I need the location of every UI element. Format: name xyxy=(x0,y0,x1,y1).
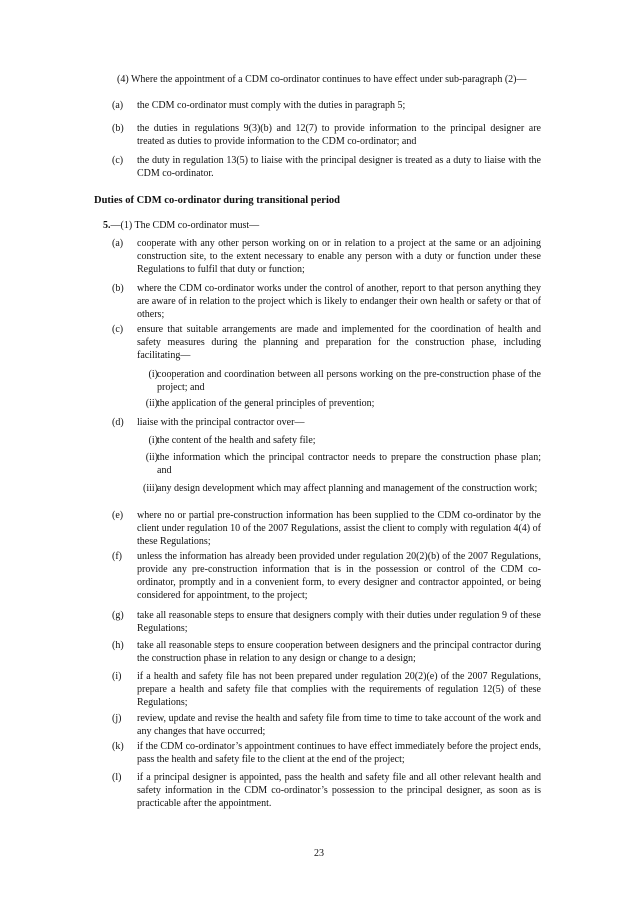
item-text: unless the information has already been provided under regulation 20(2)(b) of the 2007 Regulations, provide any pre-construction information that is in the possession or control of the CDM co-ordinator, promptly and in a convenient form, to every designer and contractor appointed, or being considered for appointment, to the project; xyxy=(137,551,541,601)
item-text: take all reasonable steps to ensure cooperation between designers and the principal contractor during the construction phase in relation to any design or change to a design; xyxy=(137,640,541,664)
duty-item-d xyxy=(112,416,541,429)
item-label: (f) xyxy=(112,551,122,562)
item-label: (c) xyxy=(112,155,124,166)
item-label: (ii) xyxy=(145,398,158,409)
item-label: (b) xyxy=(112,283,124,294)
item-text: ensure that suitable arrangements are made and implemented for the coordination of health and safety measures during the planning and preparation for the construction phase, including facilitating— xyxy=(137,324,541,361)
page-number: 23 xyxy=(314,848,324,859)
section-number: 5. xyxy=(103,220,111,231)
item-text: if a principal designer is appointed, pass the health and safety file and all other relevant health and safety information in the CDM co-ordinator’s possession to the principal designer, as soon as is practicable after the appointment. xyxy=(137,772,541,809)
item-text: if the CDM co-ordinator’s appointment continues to have effect immediately before the project ends, pass the health and safety file to the client at the end of the project; xyxy=(137,741,541,765)
item-label: (ii) xyxy=(145,452,158,463)
intro-item-b xyxy=(112,122,541,148)
item-label: (iii) xyxy=(143,483,158,494)
item-text: any design development which may affect planning and management of the construction work; xyxy=(157,483,538,494)
duty-item-k xyxy=(112,740,541,766)
duty-item-j xyxy=(112,712,541,738)
duty-item-c-i xyxy=(136,368,541,394)
item-label: (b) xyxy=(112,123,124,134)
duty-item-c-ii xyxy=(136,397,541,410)
section-lead-text: —(1) The CDM co-ordinator must— xyxy=(110,220,260,231)
item-text: take all reasonable steps to ensure that designers comply with their duties under regulation 9 of these Regulations; xyxy=(137,610,541,634)
intro-item-c xyxy=(112,154,541,180)
item-label: (i) xyxy=(112,671,122,682)
item-text: the duties in regulations 9(3)(b) and 12(7) to provide information to the principal designer are treated as duties to provide information to the CDM co-ordinator; and xyxy=(137,123,541,147)
intro-paragraph: (4) Where the appointment of a CDM co-ordinator continues to have effect under sub-paragraph (2)— xyxy=(117,74,527,85)
item-label: (d) xyxy=(112,417,124,428)
duty-item-a xyxy=(112,237,541,276)
duty-item-c xyxy=(112,323,541,362)
item-text: the CDM co-ordinator must comply with the duties in paragraph 5; xyxy=(137,100,406,111)
item-text: the information which the principal contractor needs to prepare the construction phase plan; and xyxy=(157,452,541,476)
intro-item-a xyxy=(112,99,541,112)
duty-item-i xyxy=(112,670,541,709)
item-text: cooperation and coordination between all persons working on the pre-construction phase of the project; and xyxy=(157,369,541,393)
item-text: the duty in regulation 13(5) to liaise with the principal designer is treated as a duty to liaise with the CDM co-ordinator. xyxy=(137,155,541,179)
duty-item-g xyxy=(112,609,541,635)
duty-item-b xyxy=(112,282,541,321)
item-text: cooperate with any other person working on or in relation to a project at the same or an adjoining construction site, to the extent necessary to enable any person with a duty or function under these Regulations to fulfil that duty or function; xyxy=(137,238,541,275)
item-label: (c) xyxy=(112,324,124,335)
section-lead xyxy=(103,219,541,232)
section-heading: Duties of CDM co-ordinator during transitional period xyxy=(94,195,340,206)
item-label: (a) xyxy=(112,100,124,111)
item-text: where no or partial pre-construction information has been supplied to the CDM co-ordinator by the client under regulation 10 of the 2007 Regulations, assist the client to comply with regulation 4(4) of these Regulations; xyxy=(137,510,541,547)
item-text: the application of the general principles of prevention; xyxy=(157,398,375,409)
duty-item-h xyxy=(112,639,541,665)
duty-item-l xyxy=(112,771,541,810)
item-text: the content of the health and safety file; xyxy=(157,435,316,446)
item-label: (l) xyxy=(112,772,122,783)
duty-item-d-i xyxy=(136,434,541,447)
item-label: (g) xyxy=(112,610,124,621)
item-label: (e) xyxy=(112,510,124,521)
item-text: where the CDM co-ordinator works under the control of another, report to that person anything they are aware of in relation to the project which is likely to endanger their own health or safety or that of others; xyxy=(137,283,541,320)
item-text: liaise with the principal contractor over— xyxy=(137,417,305,428)
item-label: (i) xyxy=(148,435,158,446)
item-label: (a) xyxy=(112,238,124,249)
item-label: (j) xyxy=(112,713,122,724)
duty-item-d-iii xyxy=(136,482,541,495)
duty-item-f xyxy=(112,550,541,602)
item-text: if a health and safety file has not been prepared under regulation 20(2)(e) of the 2007 Regulations, prepare a health and safety file that complies with the requirements of regulation 12(5) of these Regulations; xyxy=(137,671,541,708)
item-text: review, update and revise the health and safety file from time to time to take account of the work and any changes that have occurred; xyxy=(137,713,541,737)
item-label: (h) xyxy=(112,640,124,651)
item-label: (i) xyxy=(148,369,158,380)
duty-item-e xyxy=(112,509,541,548)
duty-item-d-ii xyxy=(136,451,541,477)
item-label: (k) xyxy=(112,741,124,752)
